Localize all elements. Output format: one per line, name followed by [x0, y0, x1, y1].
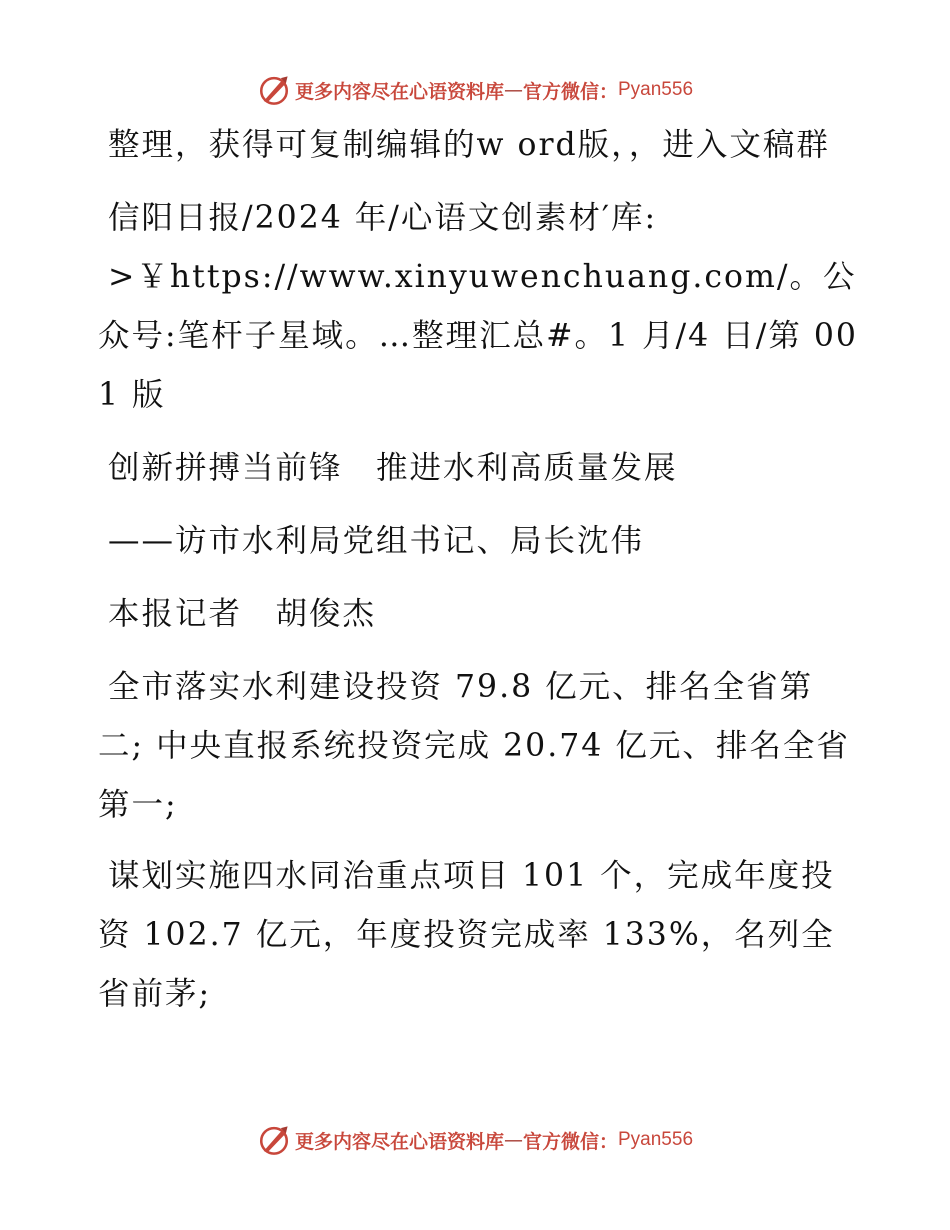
banner-main-text: 更多内容尽在心语资料库 — [294, 80, 504, 103]
banner-wechat-id: Pyan556 — [618, 79, 694, 100]
banner-separator: — — [503, 1129, 523, 1151]
article-title: 创新拼搏当前锋 推进水利高质量发展 — [108, 450, 678, 486]
banner-wechat-label: 官方微信： — [522, 80, 618, 103]
banner-wechat-label: 官方微信： — [522, 1130, 618, 1153]
paragraph-url: >￥https://www.xinyuwenchuang.com/。公众号:笔杆子星域。…整理汇总#。1 月/4 日/第 001 版 — [98, 259, 858, 413]
banner-main-text: 更多内容尽在心语资料库 — [294, 1130, 504, 1153]
footer-banner — [0, 1120, 950, 1160]
paragraph-projects: 谋划实施四水同治重点项目 101 个，完成年度投资 102.7 亿元，年度投资完成率 133%，名列全省前茅; — [98, 858, 835, 1012]
paragraph-investment: 全市落实水利建设投资 79.8 亿元、排名全省第二; 中央直报系统投资完成 20.74 亿元、排名全省第一; — [98, 669, 850, 823]
article-subtitle: ——访市水利局党组书记、局长沈伟 — [108, 523, 645, 559]
article-byline: 本报记者 胡俊杰 — [108, 596, 377, 632]
banner-separator: — — [503, 79, 523, 101]
quill-pen-icon — [257, 1123, 291, 1157]
quill-pen-icon — [257, 73, 291, 107]
header-banner — [0, 70, 950, 110]
paragraph-source: 信阳日报/2024 年/心语文创素材′库: — [108, 200, 658, 236]
paragraph-intro: 整理，获得可复制编辑的w ord版，，进入文稿群 — [108, 127, 830, 163]
banner-wechat-id: Pyan556 — [618, 1129, 694, 1150]
document-body — [98, 116, 858, 1024]
